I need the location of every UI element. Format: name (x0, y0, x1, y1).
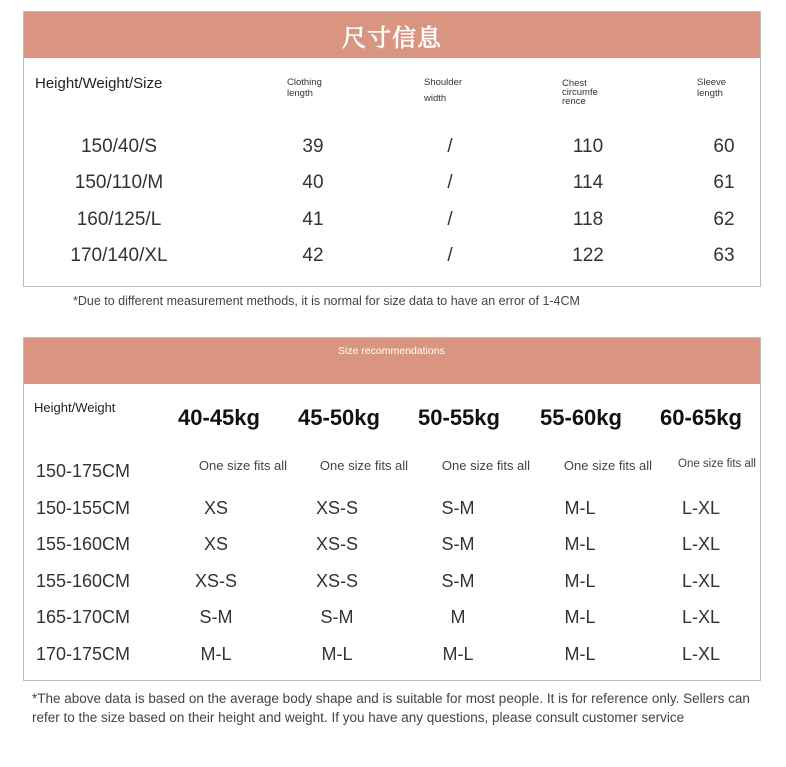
size-cell: M-L (200, 644, 232, 664)
table-row-shoulder: / (447, 209, 453, 230)
recommendation-note: *The above data is based on the average body shape and is suitable for most people. It is for reference only. Sellers can refer to the size based on their height and weight. If you have any questions, please consult customer service (32, 691, 750, 725)
size-cell: XS-S (315, 534, 358, 554)
header-size: Height/Weight/Size (35, 75, 163, 92)
size-cell: L-XL (681, 498, 721, 518)
size-cell: M-L (564, 644, 596, 664)
size-cell: XS-S (194, 571, 237, 591)
height-label: 150-155CM (36, 498, 131, 518)
table-row-sleeve: 61 (713, 172, 735, 193)
size-recommendation-banner (24, 338, 760, 384)
table-row-chest: 110 (572, 136, 604, 157)
size-info-table (23, 11, 761, 287)
size-cell: M-L (564, 498, 596, 518)
size-cell: M-L (564, 571, 596, 591)
table-row-size: 150/110/M (74, 172, 164, 193)
weight-header: 40-45kg (178, 405, 260, 430)
size-info-banner (24, 12, 760, 58)
table-row-chest: 114 (572, 172, 604, 193)
size-cell: S-M (441, 498, 475, 518)
table-row-shoulder: / (447, 136, 453, 157)
size-cell: S-M (441, 534, 475, 554)
header-clothing-length: Clothing length (287, 77, 322, 99)
header-sleeve-length: Sleeve length (697, 77, 727, 99)
table-row-shoulder: / (447, 172, 453, 193)
size-cell: L-XL (681, 607, 721, 627)
size-recommendation-title: Size recommendations (338, 345, 445, 357)
size-cell: XS (203, 498, 228, 518)
weight-header: 50-55kg (418, 405, 500, 430)
table-row-sleeve: 62 (713, 209, 735, 230)
height-label: 165-170CM (36, 607, 131, 627)
size-cell: L-XL (681, 644, 721, 664)
table-row-size: 170/140/XL (70, 245, 168, 266)
table-row-length: 41 (302, 209, 324, 230)
weight-header: 55-60kg (540, 405, 622, 430)
size-cell: L-XL (681, 571, 721, 591)
size-cell: S-M (199, 607, 233, 627)
size-cell: S-M (320, 607, 354, 627)
table-row-length: 40 (302, 172, 324, 193)
size-cell: M-L (442, 644, 474, 664)
size-cell: M-L (564, 607, 596, 627)
height-label: 155-160CM (36, 571, 131, 591)
size-cell: One size fits all (441, 458, 531, 473)
table-row-size: 150/40/S (80, 136, 158, 157)
size-cell: One size fits all (319, 458, 409, 473)
table-row-chest: 122 (572, 245, 604, 266)
table-row-sleeve: 63 (713, 245, 735, 266)
size-cell: L-XL (681, 534, 721, 554)
header-chest-circumference: Chest circumfe rence (562, 78, 598, 107)
table-row-size: 160/125/L (76, 209, 162, 230)
table-row-sleeve: 60 (713, 136, 735, 157)
height-label: 155-160CM (36, 534, 131, 554)
table-row-length: 39 (302, 136, 324, 157)
table-row-length: 42 (302, 245, 324, 266)
size-info-title: 尺寸信息 (342, 23, 442, 52)
size-cell: M-L (564, 534, 596, 554)
size-cell: M-L (321, 644, 353, 664)
size-recommendation-table (23, 337, 761, 681)
height-label: 150-175CM (36, 461, 131, 481)
size-cell: S-M (441, 571, 475, 591)
height-label: 170-175CM (36, 644, 131, 664)
table-row-chest: 118 (572, 209, 604, 230)
size-cell: One size fits all (563, 458, 653, 473)
size-cell: One size fits all (198, 458, 288, 473)
measurement-note: *Due to different measurement methods, it is normal for size data to have an error of 1-4CM (73, 294, 580, 308)
size-cell: M (450, 607, 466, 627)
size-cell: XS (203, 534, 228, 554)
size-cell: XS-S (315, 498, 358, 518)
table-row-shoulder: / (447, 245, 453, 266)
corner-header: Height/Weight (34, 400, 116, 415)
header-shoulder-width: Shoulder width (424, 77, 463, 104)
size-cell: One size fits all (678, 458, 756, 470)
size-cell: XS-S (315, 571, 358, 591)
weight-header: 45-50kg (298, 405, 380, 430)
weight-header: 60-65kg (660, 405, 742, 430)
